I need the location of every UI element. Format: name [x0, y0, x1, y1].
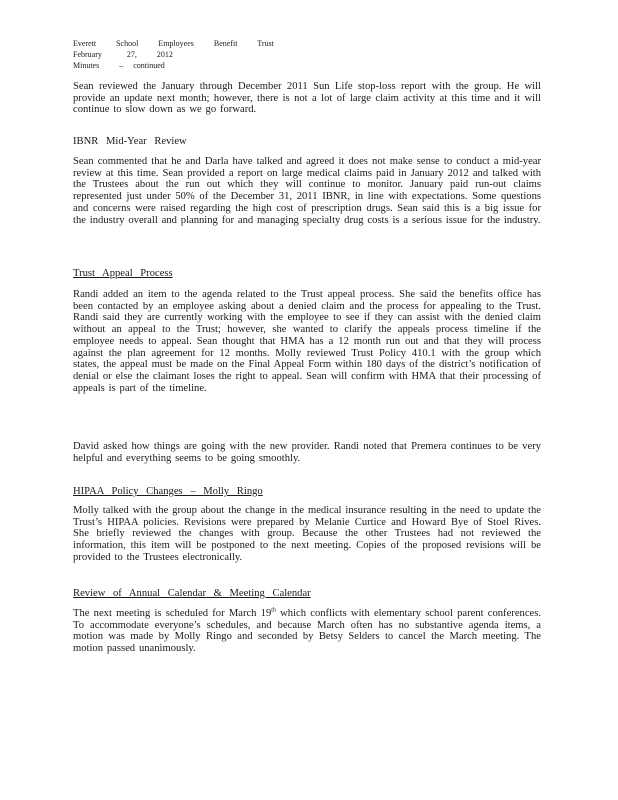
provider-paragraph: David asked how things are going with the new provider. Randi noted that Premera continues to be very helpful and everything seems to be going smoothly. — [73, 441, 541, 464]
ibnr-paragraph: Sean commented that he and Darla have talked and agreed it does not make sense to conduct a mid-year review at this time. Sean provided a report on large medical claims paid in January 2012 and talked with the Trustees about the run out which they will continue to monitor. January paid run-out claims represented just under 50% of the December 31, 2011 IBNR, in line with expectations. Some questions and concerns were raised regarding the high cost of prescription drugs. Sean said this is a big issue for the industry overall and planning for and managing specialty drug costs is a serious issue for the industry. — [73, 156, 541, 226]
ibnr-heading: IBNR Mid-Year Review — [73, 136, 187, 147]
header-date: February 27, 2012 — [73, 50, 173, 59]
calendar-paragraph — [73, 608, 541, 655]
calendar-text-a: The next meeting is scheduled for March 19 — [73, 608, 272, 619]
hipaa-heading: HIPAA Policy Changes – Molly Ringo — [73, 486, 263, 497]
ordinal-suffix: th — [271, 607, 276, 614]
intro-paragraph: Sean reviewed the January through December 2011 Sun Life stop-loss report with the group. He will provide an update next month; however, there is not a lot of large claim activity at this time and it will continue to slow down as we go forward. — [73, 81, 541, 116]
header-org: Everett School Employees Benefit Trust — [73, 39, 274, 48]
calendar-text-b: which conflicts with elementary school parent conferences. To accommodate everyone’s schedules, and because March often has no substantive agenda items, a motion was made by Molly Ringo and seconded by Betsy Selders to cancel the March meeting. The motion passed unanimously. — [73, 608, 541, 655]
header-subtitle: Minutes – continued — [73, 61, 165, 70]
calendar-heading: Review of Annual Calendar & Meeting Calendar — [73, 588, 311, 599]
hipaa-paragraph: Molly talked with the group about the change in the medical insurance resulting in the need to update the Trust’s HIPAA policies. Revisions were prepared by Melanie Curtice and Howard Bye of Stoel Rives. She briefly reviewed the changes with group. Because the other Trustees had not reviewed the information, this item will be postponed to the next meeting. Copies of the proposed revisions will be provided to the Trustees electronically. — [73, 505, 541, 563]
appeal-heading: Trust Appeal Process — [73, 268, 173, 279]
appeal-paragraph: Randi added an item to the agenda related to the Trust appeal process. She said the benefits office has been contacted by an employee asking about a denied claim and the process for appealing to the Trust. Randi said they are currently working with the employee to see if they can assist with the denied claim without an appeal to the Trust; however, she wanted to clarify the appeals process timeline if the employee needs to appeal. Sean thought that HMA has a 12 month run out and that they will process against the plan agreement for 12 months. Molly reviewed Trust Policy 410.1 with the group which states, the appeal must be made on the Final Appeal Form within 180 days of the district’s notification of denial or else the claimant loses the right to appeal. Sean will confirm with HMA that their processing of appeals is part of the timeline. — [73, 289, 541, 394]
